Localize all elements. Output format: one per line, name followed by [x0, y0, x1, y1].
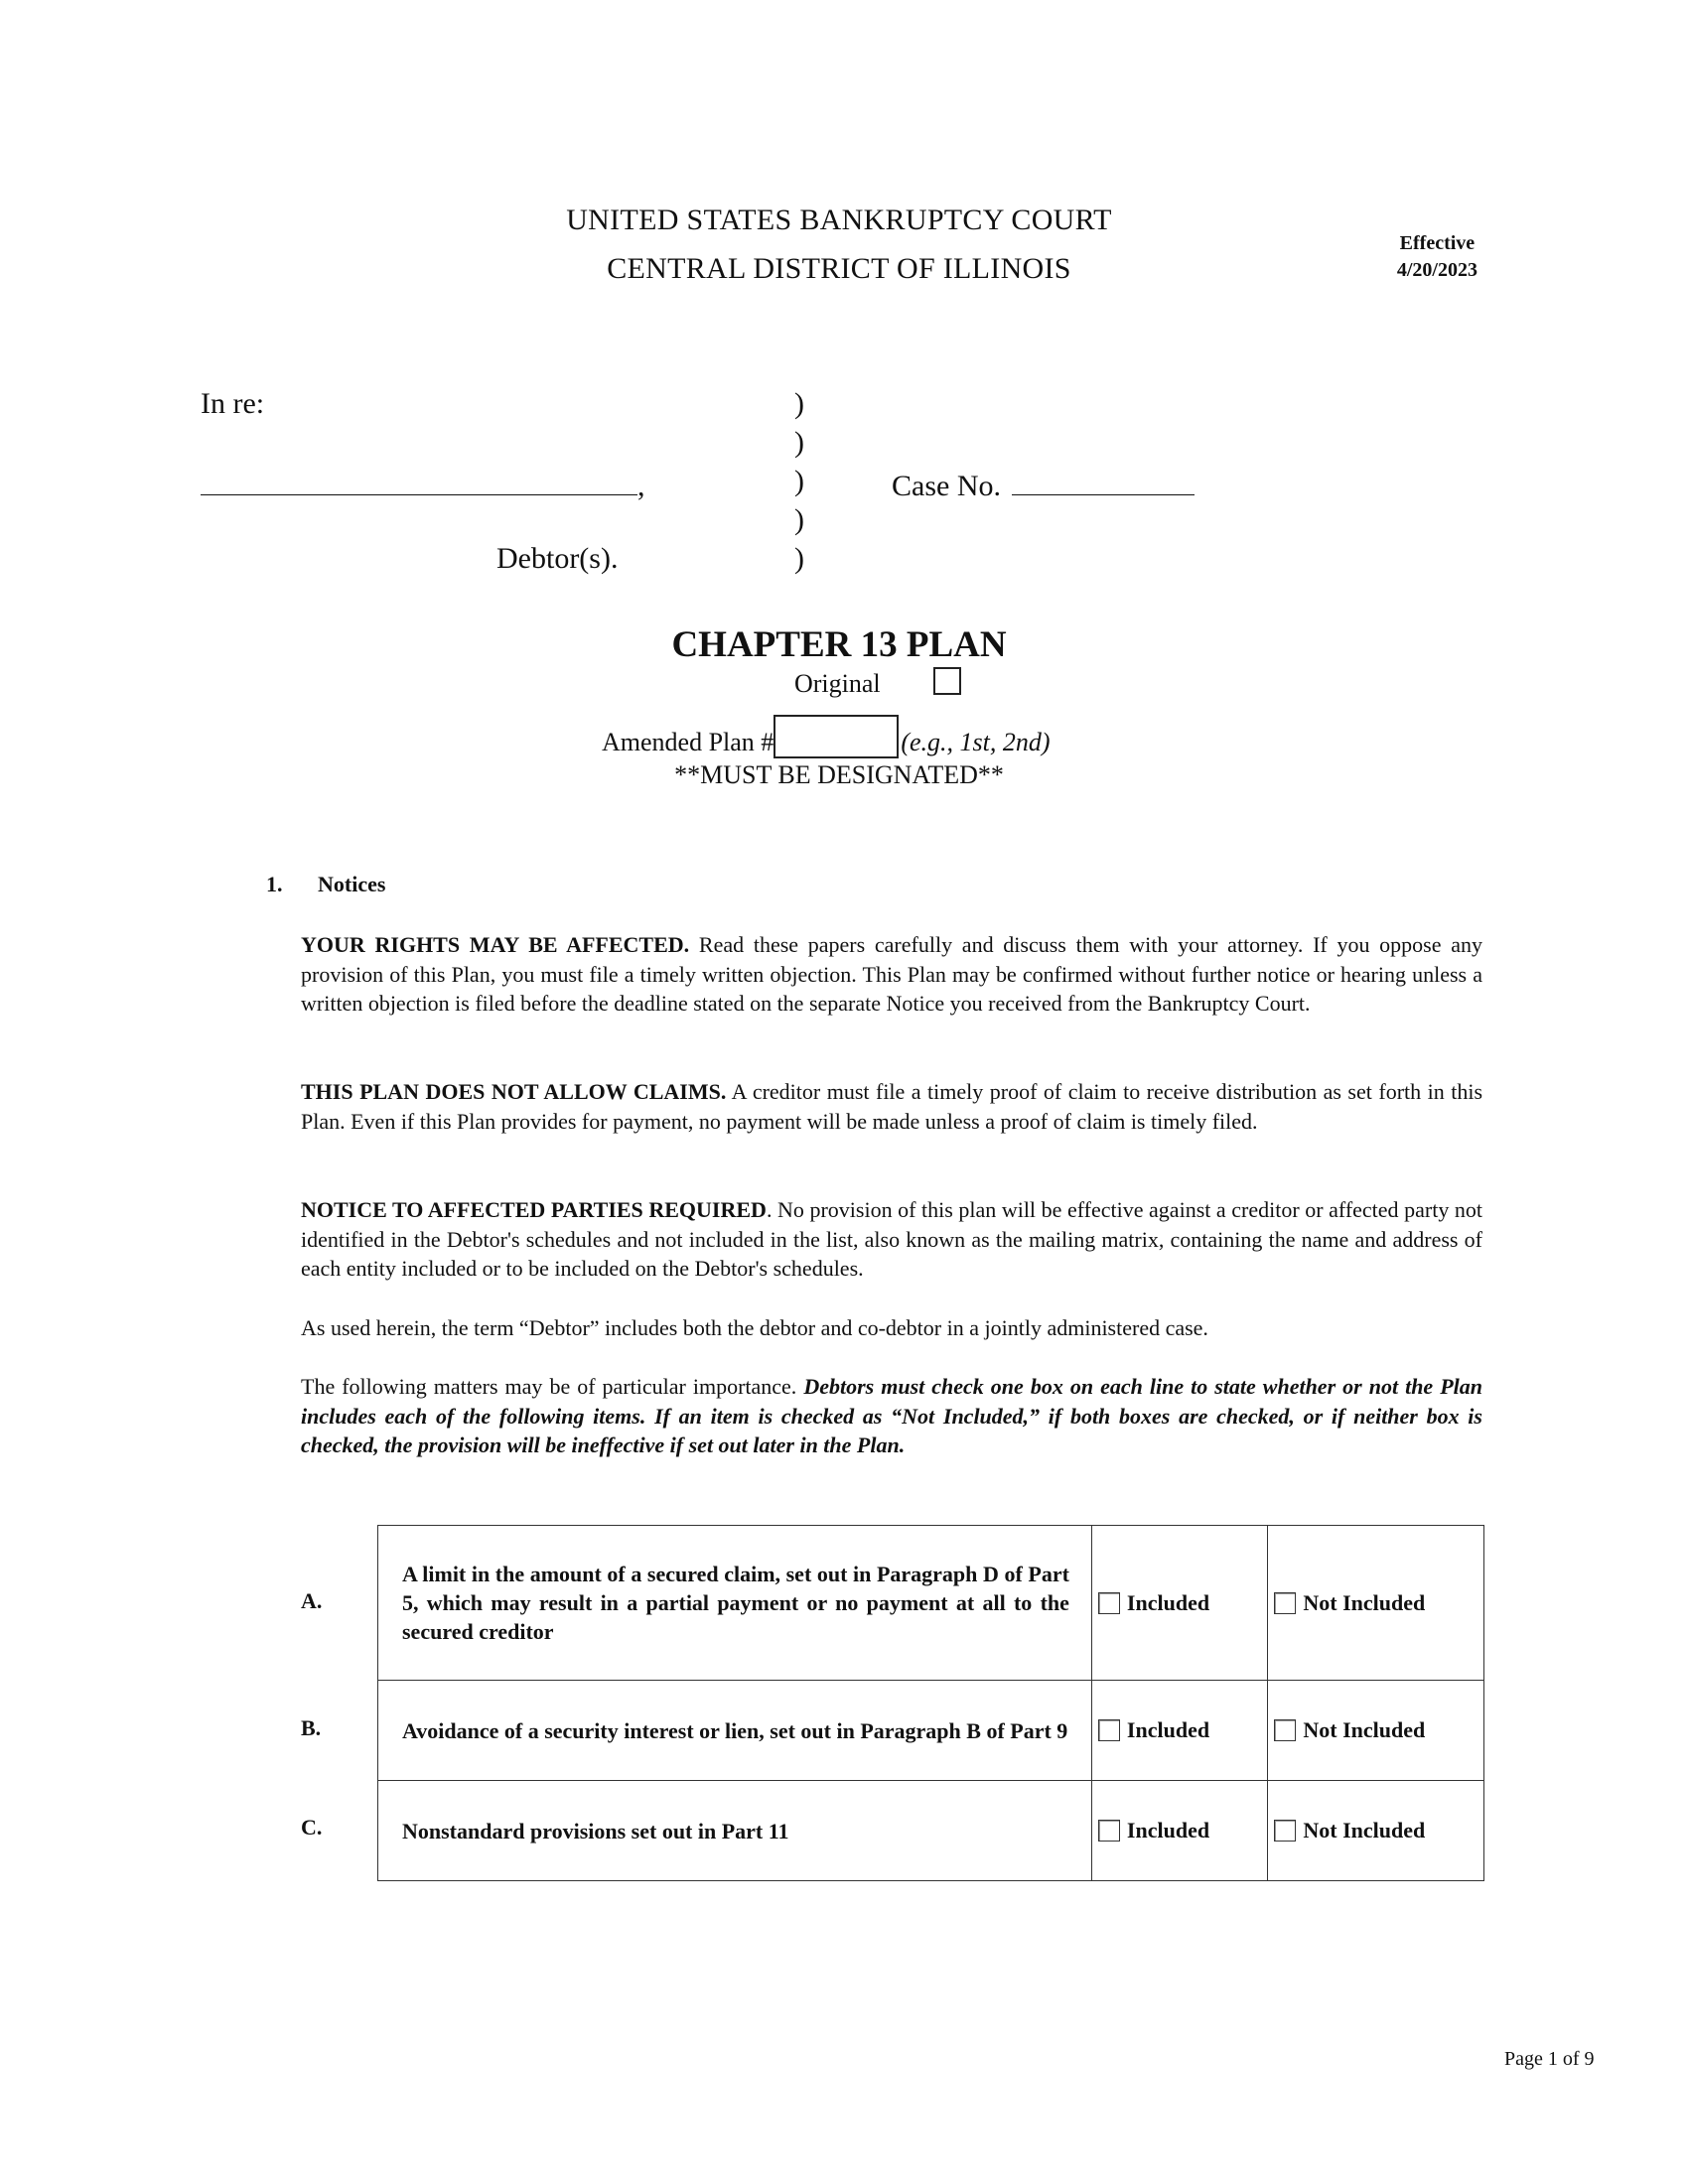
amended-plan-label: Amended Plan #: [602, 728, 774, 756]
debtor-name-field[interactable]: [201, 465, 637, 495]
original-checkbox[interactable]: [933, 667, 961, 695]
debtor-definition-paragraph: As used herein, the term “Debtor” includes both the debtor and co-debtor in a jointly administered case.: [301, 1315, 1208, 1340]
item-description: Avoidance of a security interest or lien, set out in Paragraph B of Part 9: [378, 1681, 1092, 1781]
effective-date: 4/20/2023: [1396, 259, 1477, 281]
page-number: Page 1 of 9: [1504, 2048, 1595, 2070]
included-checkbox[interactable]: [1098, 1719, 1120, 1741]
amended-plan-example: (e.g., 1st, 2nd): [901, 728, 1051, 756]
court-name: UNITED STATES BANKRUPTCY COURT: [566, 204, 1112, 236]
item-letter: B.: [301, 1715, 322, 1740]
caption-paren: ): [794, 503, 804, 536]
notice-parties-paragraph: NOTICE TO AFFECTED PARTIES REQUIRED. No provision of this plan will be effective against a creditor or affected party not identified in the Debtor's schedules and not included in the list, also known as the mailing matrix, containing the name and address of each entity included or to be included on the Debtor's schedules.: [301, 1197, 1482, 1281]
not-included-option[interactable]: Not Included: [1268, 1681, 1484, 1781]
case-number-label: Case No.: [892, 470, 1001, 502]
not-included-option[interactable]: Not Included: [1268, 1526, 1484, 1681]
in-re-label: In re:: [201, 387, 265, 420]
debtor-label: Debtor(s).: [496, 542, 619, 575]
included-checkbox[interactable]: [1098, 1820, 1120, 1842]
included-option[interactable]: Included: [1091, 1781, 1267, 1881]
effective-label: Effective: [1399, 232, 1476, 254]
amended-plan-number-field[interactable]: [774, 715, 899, 758]
debtor-name-comma: ,: [637, 470, 645, 502]
caption-paren: ): [794, 465, 804, 497]
caption-paren: ): [794, 426, 804, 459]
plan-items-table: [377, 1525, 1484, 1881]
must-be-designated-note: **MUST BE DESIGNATED**: [674, 760, 1004, 789]
item-description: Nonstandard provisions set out in Part 11: [378, 1781, 1092, 1881]
not-included-checkbox[interactable]: [1274, 1719, 1296, 1741]
included-option[interactable]: Included: [1091, 1526, 1267, 1681]
amended-plan-row: [602, 715, 1051, 758]
not-included-checkbox[interactable]: [1274, 1592, 1296, 1614]
debtor-name-line[interactable]: [201, 465, 645, 503]
item-letter: C.: [301, 1815, 323, 1840]
case-number-field[interactable]: [1012, 465, 1195, 495]
section-title: Notices: [318, 872, 386, 896]
caption-paren: ): [794, 542, 804, 575]
not-included-option[interactable]: Not Included: [1268, 1781, 1484, 1881]
item-description: A limit in the amount of a secured claim, set out in Paragraph D of Part 5, which may result in a partial payment or no payment at all to the secured creditor: [378, 1526, 1092, 1681]
table-row: [378, 1526, 1484, 1681]
case-number-row: [892, 465, 1195, 503]
not-included-checkbox[interactable]: [1274, 1820, 1296, 1842]
item-letter: A.: [301, 1588, 323, 1613]
notice-claims-paragraph: THIS PLAN DOES NOT ALLOW CLAIMS. A creditor must file a timely proof of claim to receive distribution as set forth in this Plan. Even if this Plan provides for payment, no payment will be made unless a proof of claim is timely filed.: [301, 1079, 1483, 1134]
table-row: [378, 1781, 1484, 1881]
plan-title: CHAPTER 13 PLAN: [671, 624, 1007, 665]
included-checkbox[interactable]: [1098, 1592, 1120, 1614]
effective-block: [1397, 230, 1477, 284]
notice-rights-paragraph: YOUR RIGHTS MAY BE AFFECTED. Read these papers carefully and discuss them with your attorney. If you oppose any provision of this Plan, you must file a timely written objection. This Plan may be confirmed without further notice or hearing unless a written objection is filed before the deadline stated on the separate Notice you received from the Bankruptcy Court.: [301, 932, 1482, 1016]
table-row: [378, 1681, 1484, 1781]
caption-paren: ): [794, 387, 804, 420]
section-number: 1.: [266, 872, 283, 896]
included-option[interactable]: Included: [1091, 1681, 1267, 1781]
original-label: Original: [794, 669, 881, 698]
particular-importance-paragraph: The following matters may be of particular importance. Debtors must check one box on each line to state whether or not the Plan includes each of the following items. If an item is checked as “Not Included,” if both boxes are checked, or if neither box is checked, the provision will be ineffective if set out later in the Plan.: [301, 1374, 1482, 1457]
court-district: CENTRAL DISTRICT OF ILLINOIS: [607, 252, 1071, 285]
